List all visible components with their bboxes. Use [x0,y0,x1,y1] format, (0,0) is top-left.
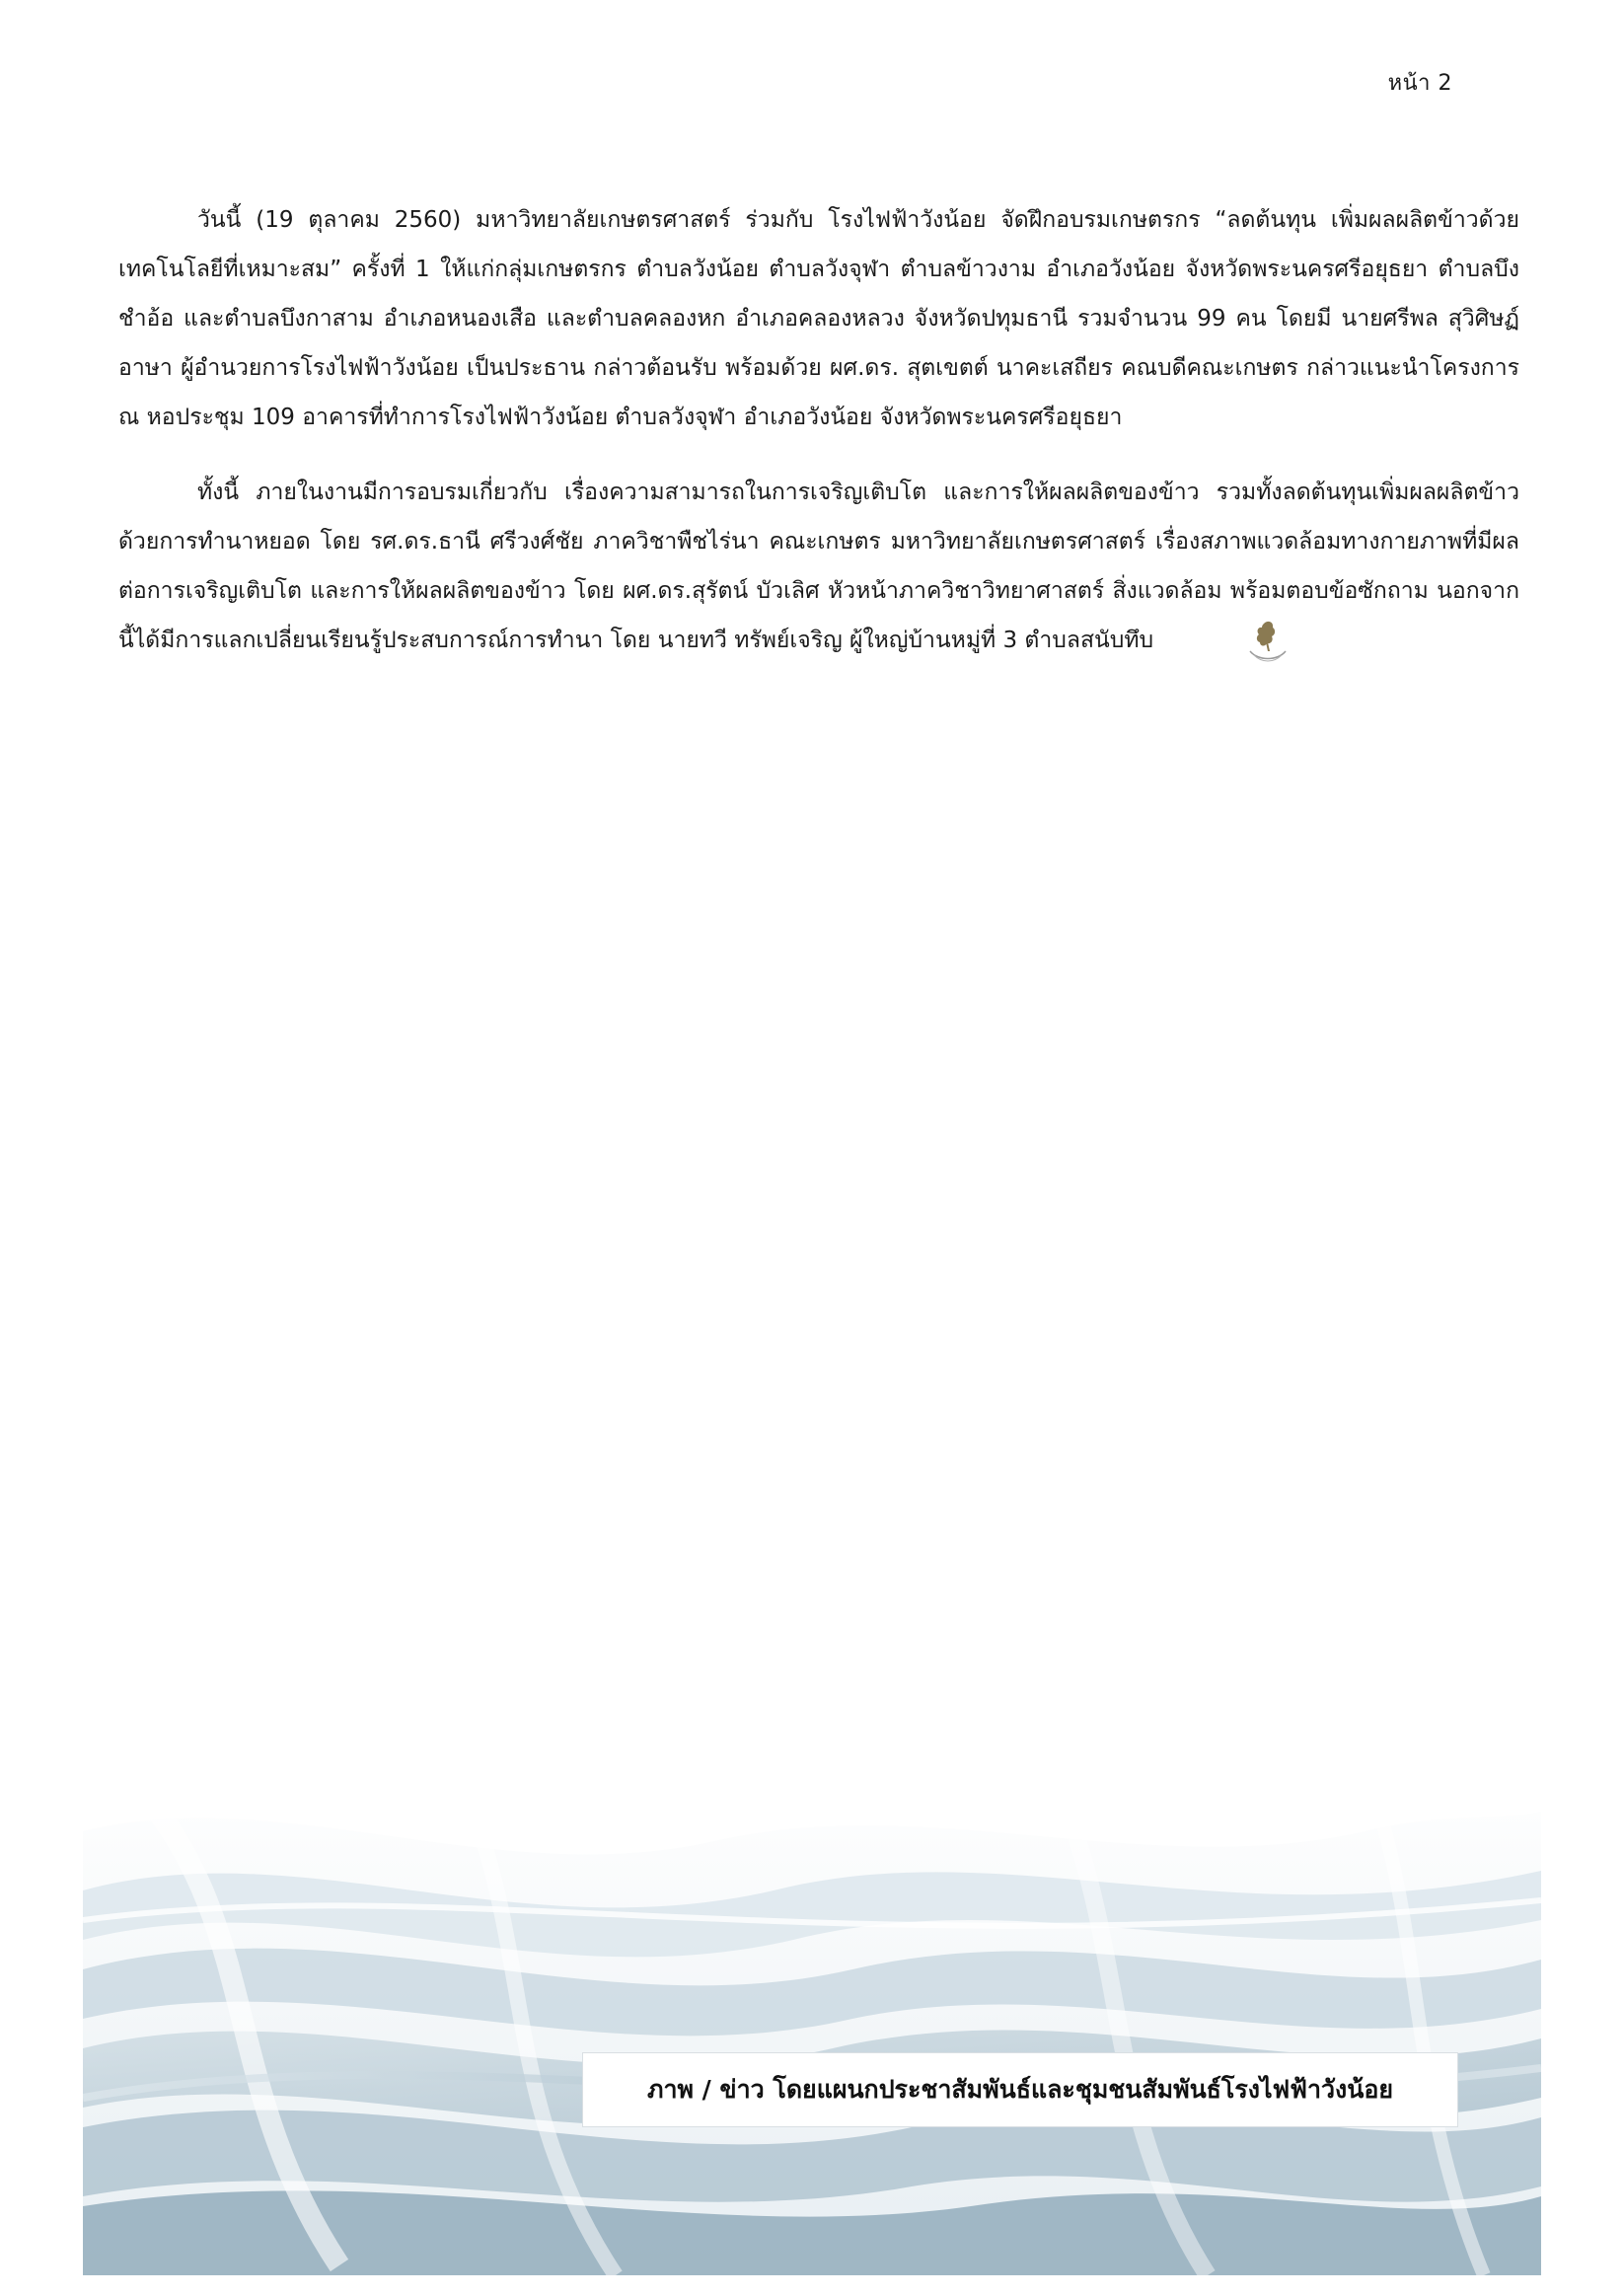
article-paragraph-1: วันนี้ (19 ตุลาคม 2560) มหาวิทยาลัยเกษตรศาสตร์ ร่วมกับ โรงไฟฟ้าวังน้อย จัดฝึกอบรมเกษตรกร “ลดต้นทุน เพิ่มผลผลิตข้าวด้วยเทคโนโลยีที่เหมาะสม” ครั้งที่ 1 ให้แก่กลุ่มเกษตรกร ตำบลวังน้อย ตำบลวังจุฬา ตำบลข้าวงาม อำเภอวังน้อย จังหวัดพระนครศรีอยุธยา ตำบลบึงชำอ้อ และตำบลบึงกาสาม อำเภอหนองเสือ และตำบลคลองหก อำเภอคลองหลวง จังหวัดปทุมธานี รวมจำนวน 99 คน โดยมี นายศรีพล สุวิศิษฏ์อาษา ผู้อำนวยการโรงไฟฟ้าวังน้อย เป็นประธาน กล่าวต้อนรับ พร้อมด้วย ผศ.ดร. สุตเขตต์ นาคะเสถียร คณบดีคณะเกษตร กล่าวแนะนำโครงการ ณ หอประชุม 109 อาคารที่ทำการโรงไฟฟ้าวังน้อย ตำบลวังจุฬา อำเภอวังน้อย จังหวัดพระนครศรีอยุธยา [118,207,1519,430]
page-number: หน้า 2 [1387,71,1452,96]
wave-background-graphic [83,1772,1541,2275]
article-paragraph-2 [118,468,1519,665]
article-body [118,195,1519,665]
article-paragraph-2-text: ทั้งนี้ ภายในงานมีการอบรมเกี่ยวกับ เรื่องความสามารถในการเจริญเติบโต และการให้ผลผลิตของข้าว รวมทั้งลดต้นทุนเพิ่มผลผลิตข้าว ด้วยการทำนาหยอด โดย รศ.ดร.ธานี ศรีวงศ์ชัย ภาควิชาพืชไร่นา คณะเกษตร มหาวิทยาลัยเกษตรศาสตร์ เรื่องสภาพแวดล้อมทางกายภาพที่มีผลต่อการเจริญเติบโต และการให้ผลผลิตของข้าว โดย ผศ.ดร.สุรัตน์ บัวเลิศ หัวหน้าภาควิชาวิทยาศาสตร์ สิ่งแวดล้อม พร้อมตอบข้อซักถาม นอกจากนี้ได้มีการแลกเปลี่ยนเรียนรู้ประสบการณ์การทำนา โดย นายทวี ทรัพย์เจริญ ผู้ใหญ่บ้านหมู่ที่ 3 ตำบลสนับทึบ [118,480,1519,653]
wave-banner [83,1772,1541,2275]
emblem-icon [1167,618,1211,665]
photo-news-credit: ภาพ / ข่าว โดยแผนกประชาสัมพันธ์และชุมชนสัมพันธ์โรงไฟฟ้าวังน้อย [582,2052,1458,2127]
